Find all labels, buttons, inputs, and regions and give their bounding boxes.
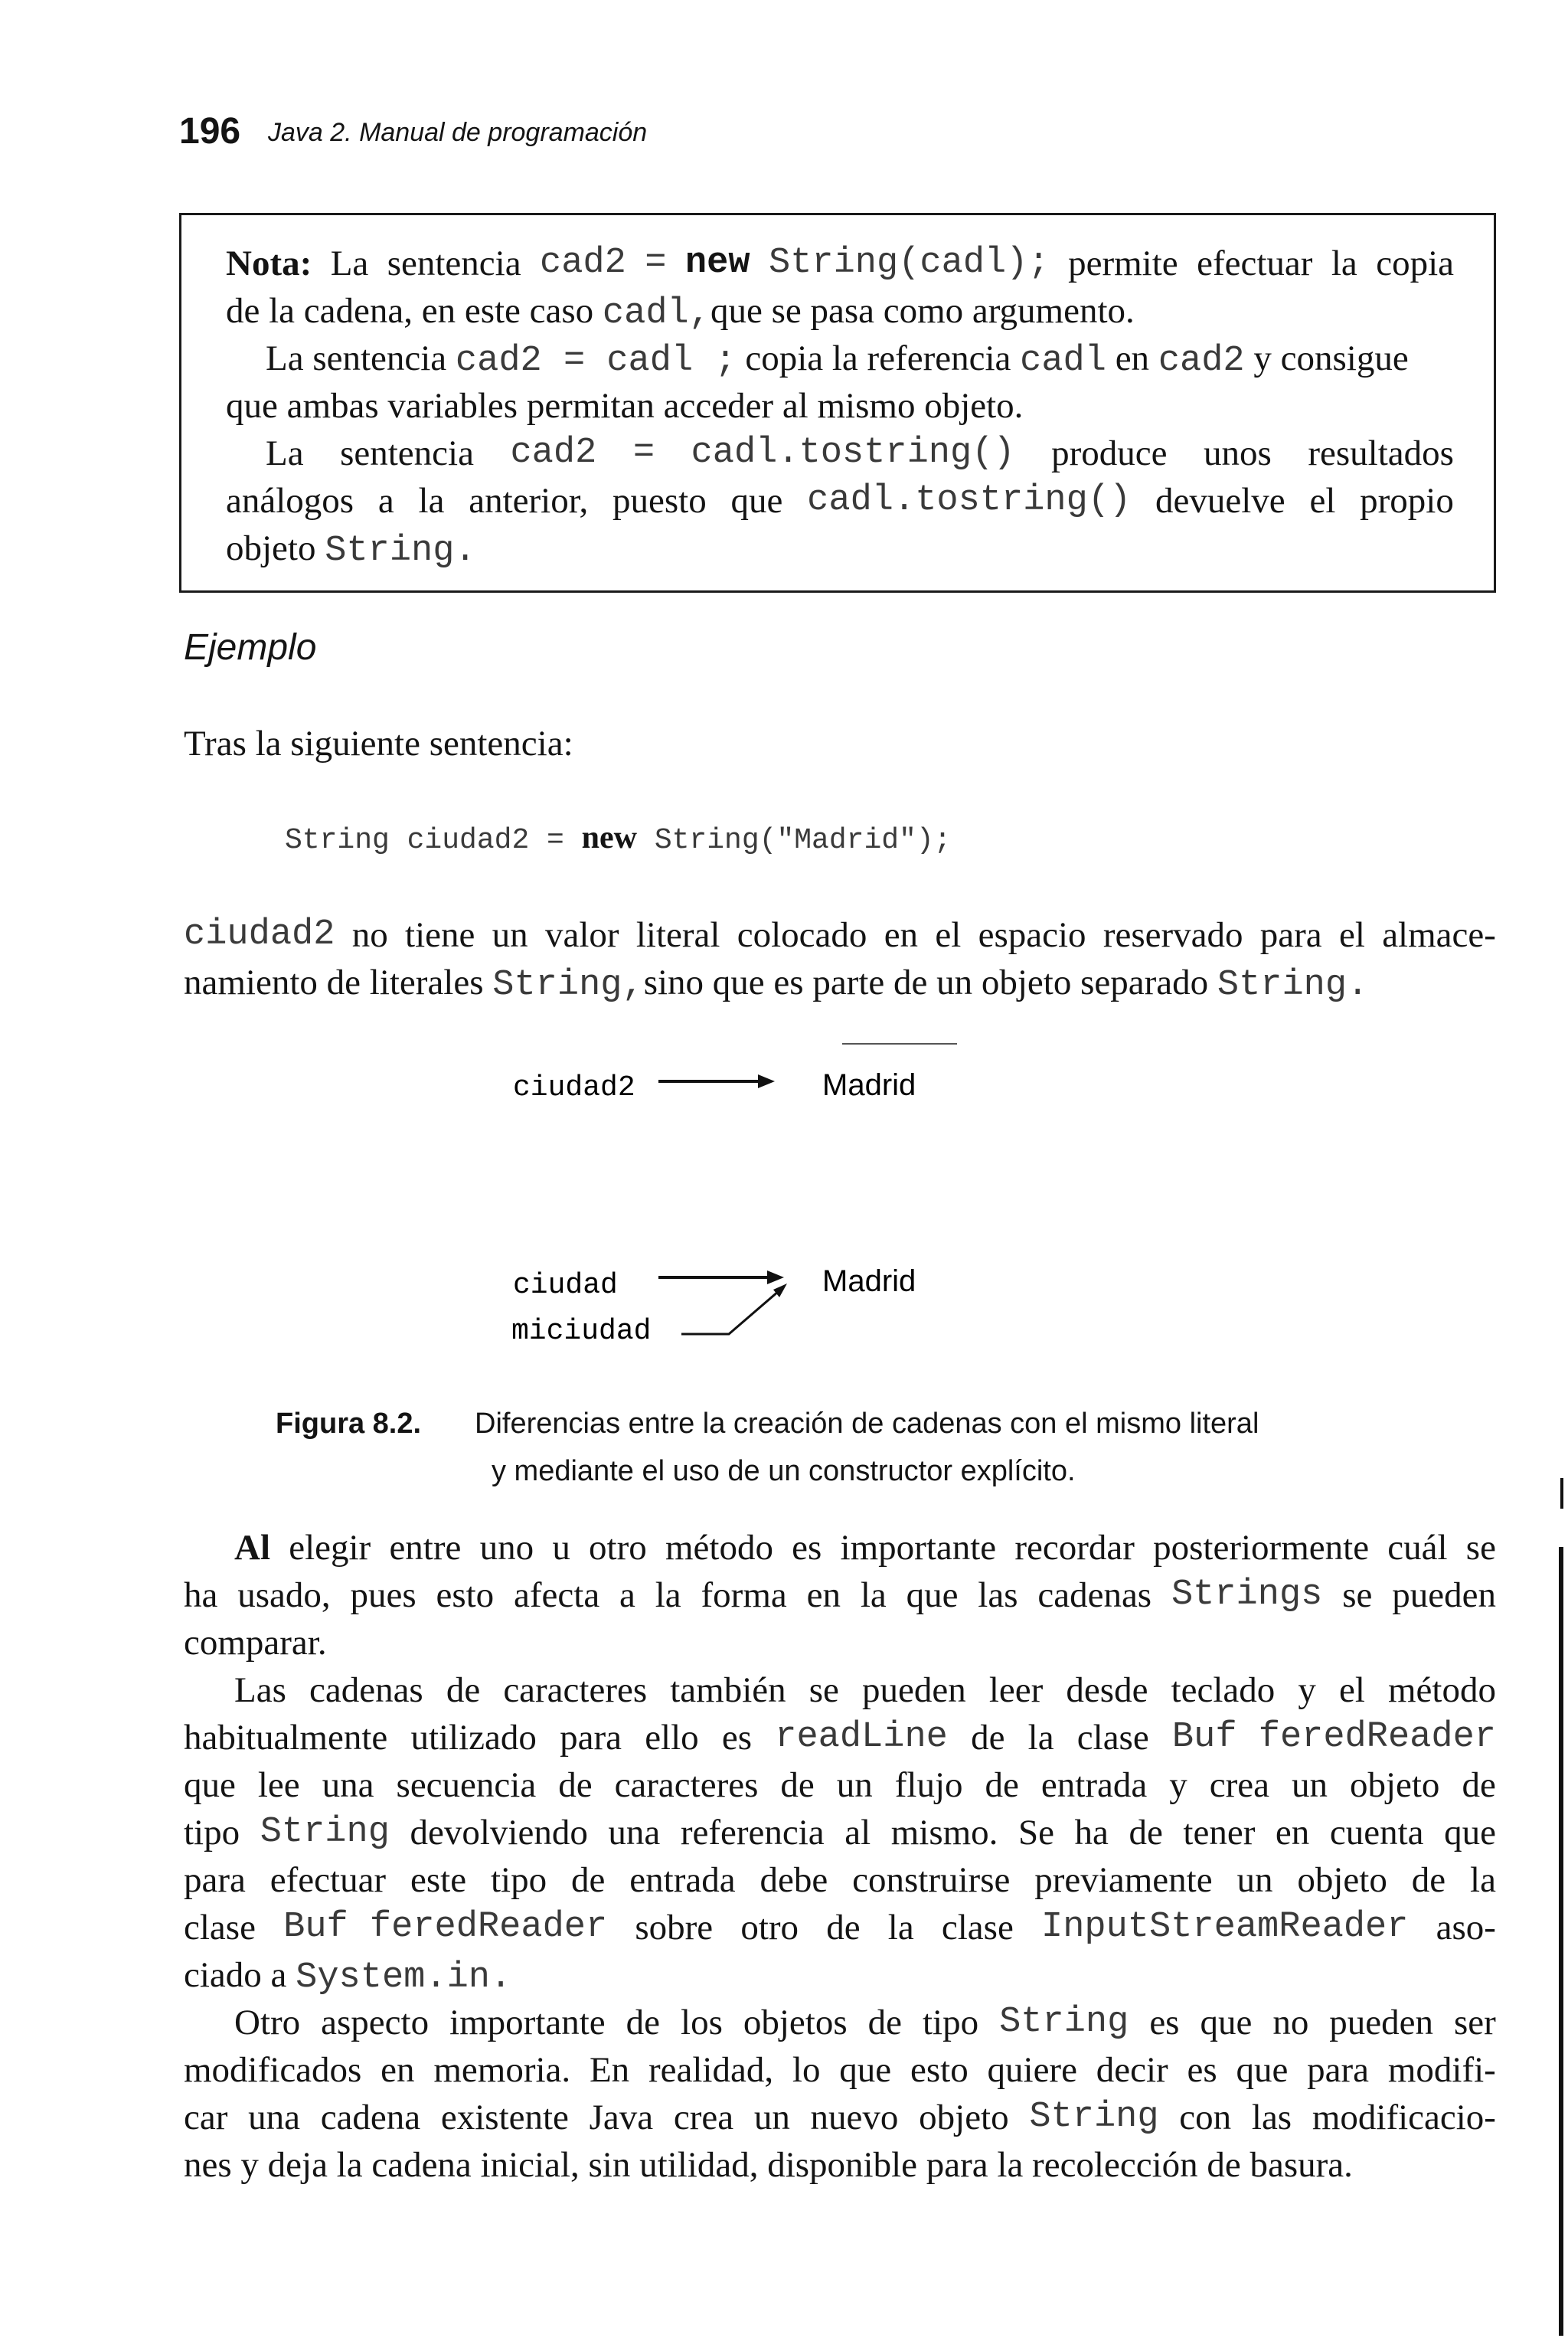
- code-word: String.: [325, 531, 476, 571]
- word: lo: [792, 2050, 821, 2090]
- example-intro: Tras la siguiente sentencia:: [184, 724, 573, 764]
- word: un: [1291, 1765, 1328, 1805]
- word: La: [266, 433, 304, 473]
- word: colocado: [737, 915, 867, 955]
- word: Las: [234, 1670, 286, 1710]
- code-word: cad2: [1158, 341, 1245, 381]
- word: objeto: [1297, 1860, 1387, 1900]
- word: las: [1251, 2098, 1292, 2137]
- word: no: [1272, 2003, 1309, 2042]
- word: nuevo: [810, 2098, 899, 2137]
- text: sino que es parte de un objeto separado: [643, 963, 1217, 1002]
- paragraph-line: [184, 1859, 1496, 1901]
- word: la: [1470, 1860, 1496, 1900]
- bottom-value-label: Madrid: [822, 1264, 916, 1298]
- code-word: cad2: [510, 433, 597, 473]
- code-word: String,: [492, 965, 644, 1006]
- scan-edge-mark: [1560, 1478, 1563, 1509]
- paragraph-line: nes y deja la cadena inicial, sin utilidad, disponible para la recolección de basura.: [184, 2145, 1353, 2185]
- text: que se pasa como argumento.: [710, 291, 1135, 331]
- word: pueden: [862, 1670, 966, 1710]
- paragraph-line: [184, 1907, 1496, 1948]
- word: que: [1444, 1813, 1496, 1853]
- figure-caption-text: Diferencias entre la creación de cadenas con el mismo literal: [475, 1408, 1259, 1440]
- word: permite: [1068, 244, 1178, 283]
- word: copia: [1376, 244, 1454, 283]
- word: uno: [479, 1528, 534, 1568]
- word: el: [1309, 481, 1336, 521]
- word: de: [867, 2003, 902, 2042]
- word: de: [780, 1765, 815, 1805]
- bottom-arrow-head: [767, 1270, 784, 1284]
- word: se: [1465, 1528, 1496, 1568]
- word: una: [322, 1765, 374, 1805]
- word: devolviendo: [410, 1813, 588, 1853]
- word: desde: [1066, 1670, 1148, 1710]
- word: un: [753, 2098, 790, 2137]
- word: unos: [1204, 433, 1272, 473]
- word: importante: [449, 2003, 606, 2042]
- word: la: [418, 481, 445, 521]
- code-word: String: [1029, 2097, 1159, 2137]
- word: cuenta: [1329, 1813, 1424, 1853]
- word: importante: [840, 1528, 997, 1568]
- word: análogos: [226, 481, 354, 521]
- code-word: cadl.tostring(): [807, 480, 1132, 521]
- word: usado,: [237, 1575, 331, 1615]
- top-variable-label: ciudad2: [513, 1071, 635, 1104]
- word: un: [492, 915, 528, 955]
- word: car: [184, 2098, 228, 2137]
- word: secuencia: [396, 1765, 537, 1805]
- code-word: Buf feredReader: [1171, 1717, 1496, 1758]
- word: resultados: [1308, 433, 1454, 473]
- word: Se: [1018, 1813, 1054, 1853]
- paragraph-line: [234, 2002, 1496, 2043]
- word: quiere: [987, 2050, 1077, 2090]
- code-text: String("Madrid");: [637, 824, 952, 857]
- text: copia la referencia: [736, 338, 1021, 378]
- word: existente: [440, 2098, 569, 2137]
- word: que: [730, 481, 783, 521]
- word: se: [808, 1670, 839, 1710]
- word: entrada: [629, 1860, 736, 1900]
- word: de: [626, 2003, 661, 2042]
- word: las: [978, 1575, 1018, 1615]
- word: cadena: [320, 2098, 421, 2137]
- text: namiento de literales: [184, 963, 493, 1002]
- word: almace-: [1382, 915, 1496, 955]
- bottom-variable-label-1: ciudad: [513, 1269, 618, 1302]
- word: caracteres: [503, 1670, 648, 1710]
- word: con: [1179, 2098, 1232, 2137]
- word: realidad,: [648, 2050, 774, 2090]
- word: es: [792, 1528, 822, 1568]
- word: objeto: [1349, 1765, 1440, 1805]
- word: ello: [645, 1718, 699, 1758]
- text: objeto: [226, 528, 325, 568]
- word: de: [446, 1670, 481, 1710]
- word: cuál: [1387, 1528, 1448, 1568]
- word: construirse: [852, 1860, 1011, 1900]
- word: elegir: [289, 1528, 371, 1568]
- word: para: [560, 1718, 622, 1758]
- code-word: InputStreamReader: [1040, 1907, 1409, 1947]
- word: de: [971, 1718, 1005, 1758]
- word: una: [248, 2098, 300, 2137]
- word: forma: [701, 1575, 787, 1615]
- paragraph-line: [184, 2049, 1496, 2091]
- word: clase: [1076, 1718, 1149, 1758]
- word: esto: [910, 2050, 969, 2090]
- word: reservado: [1102, 915, 1243, 955]
- word: memoria.: [433, 2050, 571, 2090]
- word: la: [1027, 1718, 1054, 1758]
- word: clase: [941, 1908, 1014, 1947]
- word: clase: [184, 1908, 256, 1947]
- top-value-label: Madrid: [822, 1068, 916, 1102]
- code-word: Strings: [1171, 1575, 1323, 1615]
- word: al: [844, 1813, 871, 1853]
- word: de: [571, 1860, 606, 1900]
- word: pueden: [1392, 1575, 1496, 1615]
- word: sentencia: [340, 433, 474, 473]
- word: método: [665, 1528, 773, 1568]
- code-word: =: [632, 433, 655, 473]
- paragraph-line: comparar.: [184, 1623, 327, 1663]
- code-keyword: new: [581, 820, 638, 855]
- word: decir: [1096, 2050, 1168, 2090]
- word: literal: [635, 915, 720, 955]
- word: es: [1149, 2003, 1180, 2042]
- word: que: [1200, 2003, 1253, 2042]
- word: lee: [257, 1765, 300, 1805]
- word: el: [1338, 915, 1365, 955]
- word: que: [1236, 2050, 1289, 2090]
- code-word: cadl: [1020, 341, 1106, 381]
- paragraph-line: [234, 1527, 1496, 1568]
- word: Java: [589, 2098, 654, 2137]
- word: objetos: [743, 2003, 848, 2042]
- word: el: [935, 915, 962, 955]
- word: modificados: [184, 2050, 362, 2090]
- word: afecta: [514, 1575, 600, 1615]
- word: Al: [234, 1528, 270, 1568]
- word: referencia: [680, 1813, 825, 1853]
- word: puesto: [612, 481, 707, 521]
- word: pueden: [1329, 2003, 1434, 2042]
- word: leer: [988, 1670, 1044, 1710]
- word: a: [377, 481, 394, 521]
- code-word: cad2 = cadl ;: [455, 341, 737, 381]
- word: y: [1298, 1670, 1316, 1710]
- word: otro: [589, 1528, 647, 1568]
- word: los: [681, 2003, 723, 2042]
- word: este: [410, 1860, 467, 1900]
- word: entre: [389, 1528, 462, 1568]
- word: anterior,: [469, 481, 589, 521]
- word: aspecto: [321, 2003, 430, 2042]
- word: de: [1462, 1765, 1496, 1805]
- word: ha: [1074, 1813, 1109, 1853]
- word: La: [330, 244, 369, 283]
- word: y: [1169, 1765, 1187, 1805]
- word: modifi-: [1387, 2050, 1496, 2090]
- text: y consigue: [1244, 338, 1409, 378]
- word: caracteres: [614, 1765, 759, 1805]
- word: recordar: [1014, 1528, 1135, 1568]
- note-label: Nota:: [226, 244, 312, 283]
- word: tipo: [922, 2003, 979, 2042]
- word: en: [884, 915, 919, 955]
- word: debe: [760, 1860, 828, 1900]
- word: ser: [1454, 2003, 1496, 2042]
- word: de: [826, 1908, 861, 1947]
- word: teclado: [1171, 1670, 1276, 1710]
- paragraph-line: [184, 2097, 1496, 2138]
- word: método: [1388, 1670, 1496, 1710]
- word: que: [184, 1765, 236, 1805]
- code-word: Buf feredReader: [283, 1907, 608, 1947]
- word: en: [1275, 1813, 1310, 1853]
- word: devuelve: [1155, 481, 1285, 521]
- code-word: String(cadl);: [768, 243, 1050, 283]
- word: Otro: [234, 2003, 301, 2042]
- code-word: cad2: [540, 243, 626, 283]
- code-word: System.in.: [296, 1957, 512, 1998]
- word: modificacio-: [1312, 2098, 1496, 2137]
- code-word: readLine: [775, 1717, 948, 1758]
- word: En: [589, 2050, 630, 2090]
- word: se: [1342, 1575, 1373, 1615]
- word: pues: [350, 1575, 416, 1615]
- word: es: [721, 1718, 753, 1758]
- word: de: [985, 1765, 1019, 1805]
- word: una: [608, 1813, 661, 1853]
- figure-caption-text: y mediante el uso de un constructor explícito.: [492, 1455, 1076, 1487]
- paragraph-line: [184, 1812, 1496, 1853]
- word: es: [1187, 2050, 1217, 2090]
- word: en: [806, 1575, 841, 1615]
- bottom-variable-label-2: miciudad: [511, 1315, 652, 1348]
- code-word: =: [645, 243, 667, 283]
- word: cadenas: [309, 1670, 423, 1710]
- word: un: [1236, 1860, 1273, 1900]
- paragraph-line: [234, 1669, 1496, 1711]
- word: la: [887, 1908, 914, 1947]
- word: entrada: [1040, 1765, 1148, 1805]
- word: sentencia: [387, 244, 521, 283]
- paragraph-line: [184, 1764, 1496, 1806]
- text: ciado a: [184, 1955, 296, 1995]
- word: la: [1331, 244, 1357, 283]
- word: esto: [436, 1575, 495, 1615]
- word: para: [1307, 2050, 1370, 2090]
- word: tipo: [184, 1813, 240, 1853]
- word: propio: [1360, 481, 1454, 521]
- code-word: String: [999, 2002, 1129, 2042]
- word: u: [552, 1528, 570, 1568]
- word: de: [558, 1765, 593, 1805]
- word: cadenas: [1037, 1575, 1152, 1615]
- paragraph-line: [184, 1954, 511, 1998]
- word: posteriormente: [1153, 1528, 1370, 1568]
- text: de la cadena, en este caso: [226, 291, 603, 331]
- word: espacio: [978, 915, 1086, 955]
- word: para: [184, 1860, 246, 1900]
- text: en: [1106, 338, 1158, 378]
- word: que: [839, 2050, 892, 2090]
- word: también: [670, 1670, 786, 1710]
- word: crea: [1209, 1765, 1269, 1805]
- diagonal-arrow-line: [681, 1287, 784, 1334]
- page-number: 196: [179, 111, 241, 152]
- word: efectuar: [270, 1860, 387, 1900]
- word: tener: [1183, 1813, 1256, 1853]
- top-arrow-head: [758, 1074, 775, 1088]
- word: sobre: [635, 1908, 714, 1947]
- word: aso-: [1436, 1908, 1496, 1947]
- word: tiene: [405, 915, 475, 955]
- figure-caption-label: Figura 8.2.: [276, 1408, 422, 1440]
- code-word: String.: [1217, 965, 1369, 1006]
- word: un: [836, 1765, 873, 1805]
- word: de: [1411, 1860, 1446, 1900]
- code-keyword: new: [684, 243, 750, 283]
- text: La sentencia: [266, 338, 456, 378]
- code-word: ciudad2: [184, 914, 335, 955]
- word: de: [1129, 1813, 1163, 1853]
- word: objeto: [919, 2098, 1009, 2137]
- code-word: cadl,: [602, 293, 710, 334]
- word: otro: [740, 1908, 799, 1947]
- word: no: [351, 915, 388, 955]
- paragraph-line: [184, 1717, 1496, 1758]
- code-word: String: [260, 1812, 390, 1853]
- word: valor: [544, 915, 619, 955]
- word: efectuar: [1197, 244, 1313, 283]
- code-text: String ciudad2 =: [285, 824, 582, 857]
- word: el: [1338, 1670, 1365, 1710]
- word: previamente: [1034, 1860, 1213, 1900]
- word: mismo.: [890, 1813, 998, 1853]
- word: para: [1259, 915, 1322, 955]
- word: habitualmente: [184, 1718, 388, 1758]
- paragraph-line: [184, 1575, 1496, 1616]
- scan-edge-mark: [1559, 1547, 1563, 2336]
- word: ha: [184, 1575, 218, 1615]
- word: a: [619, 1575, 635, 1615]
- word: la: [655, 1575, 681, 1615]
- word: produce: [1051, 433, 1168, 473]
- word: tipo: [490, 1860, 547, 1900]
- running-title: Java 2. Manual de programación: [268, 118, 648, 147]
- text: que ambas variables permitan acceder al mismo objeto.: [226, 386, 1024, 426]
- word: la: [860, 1575, 887, 1615]
- word: que: [906, 1575, 959, 1615]
- word: en: [381, 2050, 415, 2090]
- example-heading: Ejemplo: [184, 627, 317, 668]
- word: crea: [673, 2098, 734, 2137]
- word: utilizado: [410, 1718, 537, 1758]
- code-word: cadl.tostring(): [691, 433, 1015, 473]
- word: flujo: [894, 1765, 963, 1805]
